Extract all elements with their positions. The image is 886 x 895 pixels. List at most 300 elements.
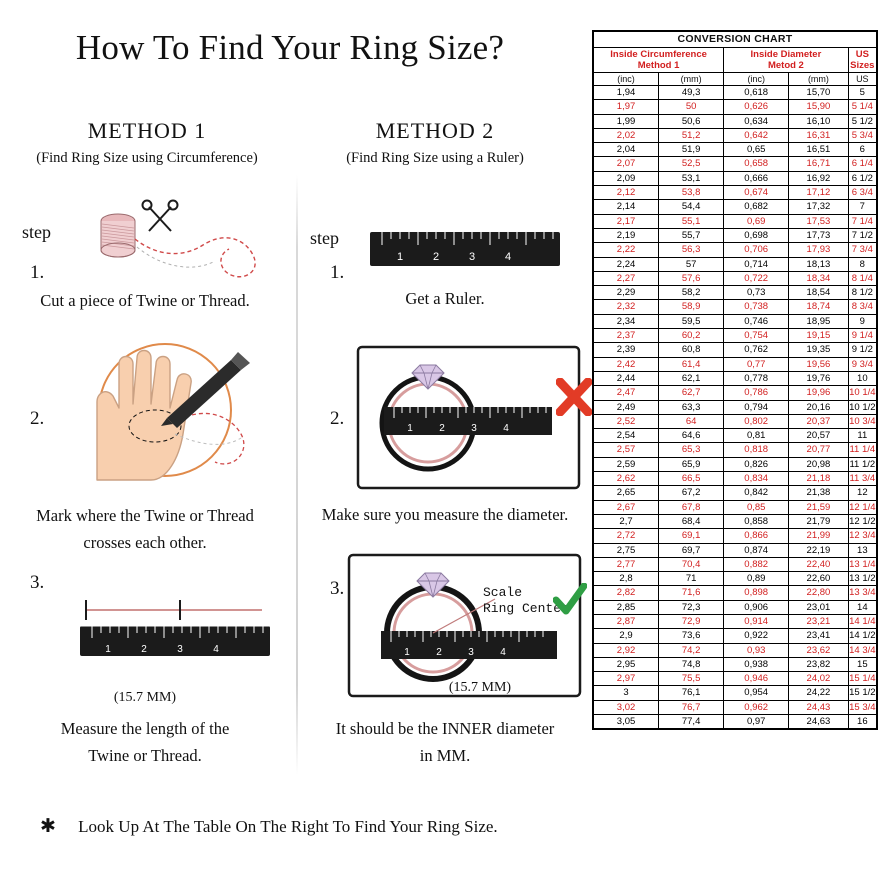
chart-row bbox=[594, 386, 877, 400]
chart-row bbox=[594, 286, 877, 300]
chart-cell: 2,09 bbox=[594, 171, 659, 185]
chart-cell: 2,47 bbox=[594, 386, 659, 400]
svg-text:2: 2 bbox=[432, 251, 440, 263]
chart-row bbox=[594, 700, 877, 714]
chart-row bbox=[594, 100, 877, 114]
chart-row bbox=[594, 128, 877, 142]
chart-row bbox=[594, 400, 877, 414]
chart-cell: 65,3 bbox=[659, 443, 724, 457]
chart-cell: 21,38 bbox=[789, 486, 848, 500]
chart-cell: 0,786 bbox=[724, 386, 789, 400]
svg-text:3: 3 bbox=[468, 647, 474, 658]
chart-cell: 0,658 bbox=[724, 157, 789, 171]
cross-mark-icon bbox=[556, 378, 592, 416]
chart-cell: 16,51 bbox=[789, 143, 848, 157]
method2-step3-number: 3. bbox=[330, 578, 345, 599]
scale-label-line1: Scale bbox=[483, 585, 523, 600]
chart-cell: 22,40 bbox=[789, 557, 848, 571]
chart-row bbox=[594, 171, 877, 185]
chart-cell: 49,3 bbox=[659, 86, 724, 100]
page-title: How To Find Your Ring Size? bbox=[75, 28, 505, 67]
chart-row bbox=[594, 672, 877, 686]
chart-cell: 13 3/4 bbox=[849, 587, 876, 599]
chart-cell: 0,962 bbox=[724, 700, 789, 714]
svg-text:4: 4 bbox=[504, 251, 512, 263]
chart-cell: 0,69 bbox=[724, 214, 789, 228]
chart-cell: 12 1/4 bbox=[849, 501, 876, 513]
chart-cell: 1,97 bbox=[594, 100, 659, 114]
chart-cell: 2,7 bbox=[594, 514, 659, 528]
chart-cell: 54,4 bbox=[659, 200, 724, 214]
chart-cell: 23,62 bbox=[789, 643, 848, 657]
chart-group-header-2: Inside Diameter Metod 2 bbox=[724, 48, 849, 73]
chart-group-header-1: Inside Circumference Method 1 bbox=[594, 48, 724, 73]
chart-cell: 2,27 bbox=[594, 271, 659, 285]
chart-cell: 12 1/2 bbox=[849, 515, 876, 527]
chart-unit-cell: (inc) bbox=[594, 73, 659, 86]
chart-cell: 0,73 bbox=[724, 286, 789, 300]
chart-cell: 15 bbox=[848, 657, 876, 671]
chart-cell: 0,802 bbox=[724, 414, 789, 428]
method1-step2-number: 2. bbox=[30, 408, 45, 429]
svg-text:4: 4 bbox=[503, 423, 509, 434]
chart-cell: 6 bbox=[848, 143, 876, 157]
method2-heading-block bbox=[290, 118, 580, 167]
chart-cell: 2,37 bbox=[594, 329, 659, 343]
chart-cell: 14 3/4 bbox=[849, 644, 876, 656]
chart-cell: 0,85 bbox=[724, 500, 789, 514]
chart-cell: 5 1/2 bbox=[848, 114, 876, 128]
chart-group-header-row bbox=[594, 48, 877, 73]
chart-cell: 24,43 bbox=[789, 700, 848, 714]
chart-cell: 15 1/4 bbox=[849, 673, 876, 685]
chart-cell: 2,72 bbox=[594, 529, 659, 543]
chart-cell: 2,19 bbox=[594, 228, 659, 242]
bottom-note-text: Look Up At The Table On The Right To Find Your Ring Size. bbox=[78, 817, 498, 836]
method2-step2-number: 2. bbox=[330, 408, 345, 429]
check-mark-icon bbox=[553, 583, 587, 617]
svg-text:1: 1 bbox=[396, 251, 404, 263]
chart-row bbox=[594, 586, 877, 600]
chart-cell: 2,07 bbox=[594, 157, 659, 171]
method2-step-word: step bbox=[310, 228, 339, 248]
chart-cell: 2,97 bbox=[594, 672, 659, 686]
chart-cell: 64,6 bbox=[659, 429, 724, 443]
chart-row bbox=[594, 472, 877, 486]
chart-row bbox=[594, 86, 877, 100]
chart-cell: 24,63 bbox=[789, 715, 848, 729]
chart-cell: 2,67 bbox=[594, 500, 659, 514]
chart-row bbox=[594, 243, 877, 257]
method1-step3-caption-line1: Measure the length of the bbox=[60, 719, 230, 738]
chart-cell: 9 1/4 bbox=[848, 329, 876, 343]
chart-cell: 76,1 bbox=[659, 686, 724, 700]
chart-cell: 11 bbox=[848, 429, 876, 443]
chart-row bbox=[594, 572, 877, 586]
chart-cell: 12 bbox=[848, 486, 876, 500]
chart-cell: 15 1/2 bbox=[849, 687, 876, 699]
chart-cell: 2,24 bbox=[594, 257, 659, 271]
chart-cell: 74,8 bbox=[659, 657, 724, 671]
chart-cell: 2,02 bbox=[594, 128, 659, 142]
chart-cell: 2,44 bbox=[594, 371, 659, 385]
chart-row bbox=[594, 114, 877, 128]
twine-spool-illustration bbox=[85, 195, 285, 285]
chart-cell: 52,5 bbox=[659, 157, 724, 171]
method2-title: METHOD 2 bbox=[375, 118, 495, 143]
chart-cell: 0,666 bbox=[724, 171, 789, 185]
chart-cell: 0,818 bbox=[724, 443, 789, 457]
chart-cell: 19,76 bbox=[789, 371, 848, 385]
chart-cell: 0,89 bbox=[724, 572, 789, 586]
chart-cell: 72,9 bbox=[659, 614, 724, 628]
chart-cell: 51,9 bbox=[659, 143, 724, 157]
chart-cell: 2,14 bbox=[594, 200, 659, 214]
chart-cell: 72,3 bbox=[659, 600, 724, 614]
chart-row bbox=[594, 228, 877, 242]
chart-title: CONVERSION CHART bbox=[594, 32, 877, 48]
svg-text:2: 2 bbox=[439, 423, 445, 434]
chart-row bbox=[594, 643, 877, 657]
method1-step3-caption-line2: Twine or Thread. bbox=[88, 746, 202, 765]
chart-cell: 24,02 bbox=[789, 672, 848, 686]
chart-cell: 55,7 bbox=[659, 228, 724, 242]
chart-cell: 10 3/4 bbox=[849, 415, 876, 427]
chart-row bbox=[594, 457, 877, 471]
chart-cell: 70,4 bbox=[659, 557, 724, 571]
chart-cell: 2,62 bbox=[594, 472, 659, 486]
chart-cell: 64 bbox=[659, 414, 724, 428]
chart-cell: 21,18 bbox=[789, 472, 848, 486]
chart-row bbox=[594, 443, 877, 457]
chart-cell: 2,32 bbox=[594, 300, 659, 314]
method1-step-word: step bbox=[22, 222, 51, 242]
chart-cell: 2,42 bbox=[594, 357, 659, 371]
chart-cell: 1,99 bbox=[594, 114, 659, 128]
chart-cell: 17,32 bbox=[789, 200, 848, 214]
chart-unit-cell: (inc) bbox=[724, 73, 789, 86]
chart-row bbox=[594, 271, 877, 285]
chart-cell: 77,4 bbox=[659, 715, 724, 729]
chart-cell: 5 bbox=[848, 86, 876, 100]
chart-cell: 0,634 bbox=[724, 114, 789, 128]
chart-cell: 2,52 bbox=[594, 414, 659, 428]
chart-cell: 53,1 bbox=[659, 171, 724, 185]
chart-cell: 17,53 bbox=[789, 214, 848, 228]
chart-cell: 51,2 bbox=[659, 128, 724, 142]
chart-row bbox=[594, 614, 877, 628]
chart-cell: 2,17 bbox=[594, 214, 659, 228]
chart-cell: 15 3/4 bbox=[849, 701, 876, 713]
chart-cell: 56,3 bbox=[659, 243, 724, 257]
chart-cell: 0,746 bbox=[724, 314, 789, 328]
chart-cell: 0,906 bbox=[724, 600, 789, 614]
chart-cell: 0,794 bbox=[724, 400, 789, 414]
chart-cell: 0,97 bbox=[724, 715, 789, 729]
chart-cell: 50 bbox=[659, 100, 724, 114]
chart-cell: 63,3 bbox=[659, 400, 724, 414]
bottom-note bbox=[40, 815, 585, 838]
chart-cell: 2,75 bbox=[594, 543, 659, 557]
chart-cell: 0,754 bbox=[724, 329, 789, 343]
chart-cell: 0,922 bbox=[724, 629, 789, 643]
chart-cell: 17,12 bbox=[789, 186, 848, 200]
chart-cell: 20,77 bbox=[789, 443, 848, 457]
chart-cell: 0,914 bbox=[724, 614, 789, 628]
chart-cell: 9 3/4 bbox=[848, 357, 876, 371]
chart-row bbox=[594, 143, 877, 157]
chart-row bbox=[594, 600, 877, 614]
svg-text:3: 3 bbox=[468, 251, 476, 263]
chart-row bbox=[594, 629, 877, 643]
chart-cell: 76,7 bbox=[659, 700, 724, 714]
method2-step1-number: 1. bbox=[330, 262, 345, 283]
chart-unit-cell: (mm) bbox=[659, 73, 724, 86]
method2-step1-caption: Get a Ruler. bbox=[405, 289, 485, 308]
chart-cell: 0,674 bbox=[724, 186, 789, 200]
chart-cell: 22,80 bbox=[789, 586, 848, 600]
chart-cell: 62,7 bbox=[659, 386, 724, 400]
chart-cell: 8 3/4 bbox=[848, 300, 876, 314]
chart-row bbox=[594, 686, 877, 700]
chart-cell: 14 1/4 bbox=[849, 615, 876, 627]
chart-cell: 2,29 bbox=[594, 286, 659, 300]
svg-text:1: 1 bbox=[407, 423, 413, 434]
chart-row bbox=[594, 300, 877, 314]
chart-cell: 2,77 bbox=[594, 557, 659, 571]
chart-cell: 60,2 bbox=[659, 329, 724, 343]
svg-text:4: 4 bbox=[213, 644, 219, 655]
chart-cell: 57,6 bbox=[659, 271, 724, 285]
chart-row bbox=[594, 429, 877, 443]
chart-row bbox=[594, 543, 877, 557]
svg-text:4: 4 bbox=[500, 647, 506, 658]
chart-cell: 2,12 bbox=[594, 186, 659, 200]
chart-cell: 0,722 bbox=[724, 271, 789, 285]
chart-cell: 73,6 bbox=[659, 629, 724, 643]
chart-row bbox=[594, 357, 877, 371]
chart-cell: 15,90 bbox=[789, 100, 848, 114]
chart-row bbox=[594, 257, 877, 271]
svg-text:3: 3 bbox=[471, 423, 477, 434]
chart-cell: 2,49 bbox=[594, 400, 659, 414]
chart-cell: 7 1/2 bbox=[848, 228, 876, 242]
chart-row bbox=[594, 371, 877, 385]
chart-cell: 69,7 bbox=[659, 543, 724, 557]
chart-cell: 0,706 bbox=[724, 243, 789, 257]
chart-cell: 62,1 bbox=[659, 371, 724, 385]
chart-cell: 10 bbox=[848, 371, 876, 385]
method1-heading-block bbox=[2, 118, 292, 167]
method1-step1-number: 1. bbox=[30, 262, 45, 283]
chart-cell: 8 1/2 bbox=[848, 286, 876, 300]
chart-cell: 65,9 bbox=[659, 457, 724, 471]
chart-cell: 0,938 bbox=[724, 657, 789, 671]
chart-cell: 23,41 bbox=[789, 629, 848, 643]
chart-cell: 2,8 bbox=[594, 572, 659, 586]
chart-cell: 16,71 bbox=[789, 157, 848, 171]
chart-cell: 18,74 bbox=[789, 300, 848, 314]
chart-cell: 3,05 bbox=[594, 715, 659, 729]
chart-cell: 11 3/4 bbox=[849, 473, 876, 485]
chart-cell: 61,4 bbox=[659, 357, 724, 371]
chart-row bbox=[594, 500, 877, 514]
method1-measure-label: (15.7 MM) bbox=[113, 690, 177, 705]
method2-step3-caption-line1: It should be the INNER diameter bbox=[335, 719, 555, 738]
chart-cell: 0,682 bbox=[724, 200, 789, 214]
chart-cell: 3,02 bbox=[594, 700, 659, 714]
ring-wrong-measure-illustration bbox=[356, 345, 581, 490]
chart-cell: 0,626 bbox=[724, 100, 789, 114]
chart-cell: 18,13 bbox=[789, 257, 848, 271]
method1-title: METHOD 1 bbox=[87, 118, 207, 143]
chart-cell: 21,79 bbox=[789, 514, 848, 528]
chart-cell: 10 1/2 bbox=[849, 401, 876, 413]
chart-cell: 60,8 bbox=[659, 343, 724, 357]
chart-cell: 15,70 bbox=[789, 86, 848, 100]
chart-cell: 5 3/4 bbox=[848, 128, 876, 142]
chart-unit-cell: (mm) bbox=[789, 73, 848, 86]
chart-cell: 19,56 bbox=[789, 357, 848, 371]
chart-cell: 11 1/4 bbox=[849, 444, 876, 456]
chart-cell: 0,698 bbox=[724, 228, 789, 242]
chart-cell: 20,98 bbox=[789, 457, 848, 471]
chart-cell: 5 1/4 bbox=[848, 100, 876, 114]
chart-group-header-3: US Sizes bbox=[848, 48, 876, 73]
chart-cell: 19,15 bbox=[789, 329, 848, 343]
chart-cell: 2,22 bbox=[594, 243, 659, 257]
chart-cell: 14 1/2 bbox=[849, 630, 876, 642]
chart-cell: 18,54 bbox=[789, 286, 848, 300]
chart-cell: 13 bbox=[848, 543, 876, 557]
chart-cell: 2,65 bbox=[594, 486, 659, 500]
chart-cell: 0,642 bbox=[724, 128, 789, 142]
plain-ruler-illustration bbox=[368, 228, 568, 280]
svg-text:2: 2 bbox=[141, 644, 147, 655]
chart-cell: 0,946 bbox=[724, 672, 789, 686]
chart-cell: 68,4 bbox=[659, 514, 724, 528]
chart-row bbox=[594, 186, 877, 200]
chart-cell: 71 bbox=[659, 572, 724, 586]
chart-cell: 0,738 bbox=[724, 300, 789, 314]
chart-cell: 22,19 bbox=[789, 543, 848, 557]
svg-text:1: 1 bbox=[404, 647, 410, 658]
chart-cell: 9 1/2 bbox=[848, 343, 876, 357]
chart-cell: 0,618 bbox=[724, 86, 789, 100]
chart-cell: 0,858 bbox=[724, 514, 789, 528]
chart-cell: 0,778 bbox=[724, 371, 789, 385]
chart-cell: 13 1/2 bbox=[849, 573, 876, 585]
conversion-chart bbox=[592, 30, 878, 730]
chart-cell: 67,8 bbox=[659, 500, 724, 514]
chart-cell: 0,826 bbox=[724, 457, 789, 471]
chart-cell: 66,5 bbox=[659, 472, 724, 486]
chart-cell: 18,95 bbox=[789, 314, 848, 328]
scale-label-line2: Ring Center bbox=[483, 601, 569, 616]
chart-cell: 13 1/4 bbox=[849, 558, 876, 570]
chart-cell: 23,01 bbox=[789, 600, 848, 614]
ruler-with-thread-illustration bbox=[72, 592, 277, 672]
chart-cell: 0,874 bbox=[724, 543, 789, 557]
chart-cell: 10 1/4 bbox=[849, 387, 876, 399]
chart-cell: 2,85 bbox=[594, 600, 659, 614]
chart-cell: 16,31 bbox=[789, 128, 848, 142]
svg-text:2: 2 bbox=[436, 647, 442, 658]
chart-cell: 0,866 bbox=[724, 529, 789, 543]
chart-cell: 0,714 bbox=[724, 257, 789, 271]
chart-cell: 2,34 bbox=[594, 314, 659, 328]
chart-row bbox=[594, 657, 877, 671]
chart-cell: 0,93 bbox=[724, 643, 789, 657]
chart-cell: 59,5 bbox=[659, 314, 724, 328]
asterisk-icon: ✱ bbox=[40, 816, 56, 837]
chart-cell: 16 bbox=[848, 715, 876, 729]
chart-cell: 12 3/4 bbox=[849, 530, 876, 542]
chart-cell: 7 bbox=[848, 200, 876, 214]
chart-row bbox=[594, 514, 877, 528]
chart-cell: 17,93 bbox=[789, 243, 848, 257]
method1-step2-caption-line2: crosses each other. bbox=[83, 533, 207, 552]
chart-cell: 6 1/4 bbox=[848, 157, 876, 171]
chart-cell: 20,57 bbox=[789, 429, 848, 443]
chart-cell: 11 1/2 bbox=[849, 458, 876, 470]
chart-cell: 55,1 bbox=[659, 214, 724, 228]
chart-unit-row bbox=[594, 73, 877, 86]
chart-cell: 23,82 bbox=[789, 657, 848, 671]
chart-cell: 6 3/4 bbox=[848, 186, 876, 200]
chart-cell: 53,8 bbox=[659, 186, 724, 200]
chart-cell: 2,57 bbox=[594, 443, 659, 457]
chart-cell: 2,39 bbox=[594, 343, 659, 357]
chart-cell: 16,92 bbox=[789, 171, 848, 185]
method1-step3-number: 3. bbox=[30, 572, 45, 593]
chart-body bbox=[594, 86, 877, 729]
chart-cell: 0,898 bbox=[724, 586, 789, 600]
chart-cell: 7 1/4 bbox=[848, 214, 876, 228]
chart-cell: 9 bbox=[848, 314, 876, 328]
chart-row bbox=[594, 343, 877, 357]
chart-unit-cell: US bbox=[848, 73, 876, 86]
chart-cell: 2,04 bbox=[594, 143, 659, 157]
method2-subtitle: (Find Ring Size using a Ruler) bbox=[346, 150, 524, 166]
chart-cell: 16,10 bbox=[789, 114, 848, 128]
ring-correct-measure-illustration bbox=[347, 553, 582, 698]
method1-subtitle: (Find Ring Size using Circumference) bbox=[36, 150, 258, 166]
chart-cell: 58,2 bbox=[659, 286, 724, 300]
hand-with-thread-illustration bbox=[55, 330, 285, 495]
chart-cell: 21,99 bbox=[789, 529, 848, 543]
chart-row bbox=[594, 214, 877, 228]
chart-cell: 50,6 bbox=[659, 114, 724, 128]
chart-cell: 58,9 bbox=[659, 300, 724, 314]
chart-cell: 14 bbox=[848, 600, 876, 614]
chart-row bbox=[594, 529, 877, 543]
chart-row bbox=[594, 715, 877, 729]
chart-cell: 0,882 bbox=[724, 557, 789, 571]
method2-step3-caption-line2: in MM. bbox=[419, 746, 471, 765]
chart-cell: 0,954 bbox=[724, 686, 789, 700]
method1-step1-caption: Cut a piece of Twine or Thread. bbox=[40, 291, 250, 310]
chart-cell: 2,87 bbox=[594, 614, 659, 628]
chart-cell: 0,762 bbox=[724, 343, 789, 357]
method2-step2-caption: Make sure you measure the diameter. bbox=[321, 505, 569, 524]
chart-cell: 21,59 bbox=[789, 500, 848, 514]
chart-cell: 18,34 bbox=[789, 271, 848, 285]
chart-cell: 22,60 bbox=[789, 572, 848, 586]
chart-cell: 19,35 bbox=[789, 343, 848, 357]
chart-cell: 0,842 bbox=[724, 486, 789, 500]
chart-cell: 2,82 bbox=[594, 586, 659, 600]
